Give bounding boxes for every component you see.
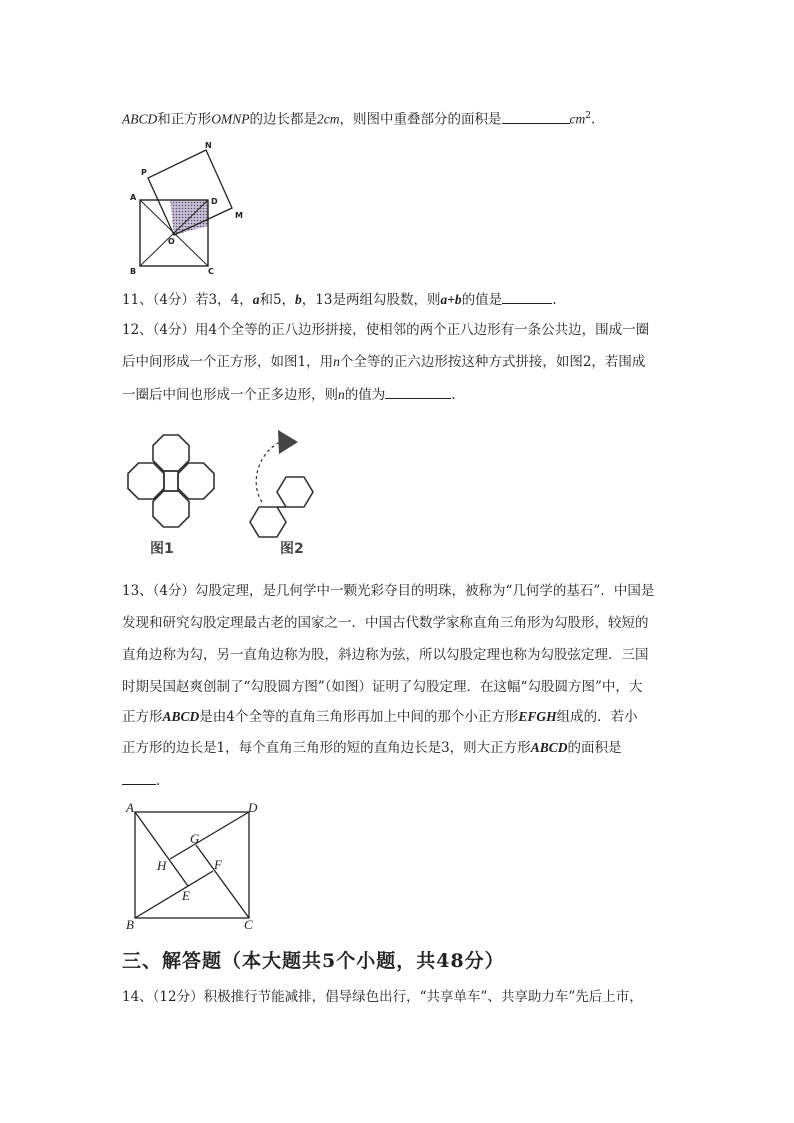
q11-text: 11、（4分）若3，4，a和5，b，13是两组勾股数，则a+b的值是 . xyxy=(122,289,556,310)
octagon-top xyxy=(153,435,189,471)
answer-blank xyxy=(502,109,570,124)
overlapping-squares-figure xyxy=(124,138,252,276)
section-heading: 三、解答题（本大题共5个小题，共48分） xyxy=(122,950,505,972)
label-e: E xyxy=(182,888,190,903)
label-c: C xyxy=(244,917,253,932)
label-m: M xyxy=(235,211,243,220)
label-c: C xyxy=(208,267,214,276)
answer-blank xyxy=(122,770,156,785)
segment-b-f xyxy=(135,871,213,918)
label-f: F xyxy=(214,857,222,872)
q13-line2: 发现和研究勾股定理最古老的国家之一．中国古代数学家称直角三角形为勾股形，较短的 xyxy=(122,615,649,631)
rotation-arrow xyxy=(256,442,280,502)
label-a: A xyxy=(130,193,137,202)
label-d: D xyxy=(211,197,218,206)
segment-c-g xyxy=(196,845,249,918)
q13-line4: 时期吴国赵爽创制了“勾股圆方图”（如图）证明了勾股定理．在这幅“勾股圆方图”中，大 xyxy=(122,679,643,695)
answer-blank xyxy=(385,384,451,399)
caption-fig2: 图2 xyxy=(280,541,304,557)
q12-line1: 12、（4分）用4个全等的正八边形拼接，使相邻的两个正八边形有一条公共边，围成一圈 xyxy=(122,322,650,338)
octagon-left xyxy=(128,463,164,499)
hexagon-right xyxy=(277,477,313,507)
q12-line3: 一圈后中间也形成一个正多边形，则n的值为 . xyxy=(122,384,456,405)
q12-line2: 后中间形成一个正方形，如图1，用n个全等的正六边形按这种方式拼接，如图2，若围成 xyxy=(122,354,646,370)
q13-line7: . xyxy=(122,770,160,791)
label-o: O xyxy=(168,237,175,246)
square-abcd xyxy=(135,812,249,918)
answer-blank xyxy=(502,289,552,304)
center-square xyxy=(164,471,178,491)
segment-a-e xyxy=(135,812,188,886)
q14-line1: 14、（12分）积极推行节能减排，倡导绿色出行，“共享单车”、共享助力车”先后上市， xyxy=(122,989,643,1005)
q13-line6: 正方形的边长是1，每个直角三角形的短的直角边长是3，则大正方形ABCD的面积是 xyxy=(122,740,622,756)
octagon-right xyxy=(178,463,214,499)
label-a: A xyxy=(126,800,134,815)
q13-line1: 13、（4分）勾股定理，是几何学中一颗光彩夺目的明珠，被称为“几何学的基石”．中国是 xyxy=(122,583,655,599)
pythagoras-diagram xyxy=(118,798,268,938)
q13-line3: 直角边称为勾，另一直角边称为股，斜边称为弦，所以勾股定理也称为勾股弦定理．三国 xyxy=(122,647,649,663)
label-b: B xyxy=(130,267,137,276)
label-h: H xyxy=(157,858,167,873)
label-p: P xyxy=(141,168,147,177)
label-n: N xyxy=(205,141,212,150)
label-b: B xyxy=(126,917,134,932)
label-g: G xyxy=(190,831,200,846)
q13-line5: 正方形ABCD是由4个全等的直角三角形再加上中间的那个小正方形EFGH组成的．若小 xyxy=(122,709,638,725)
label-d: D xyxy=(248,800,258,815)
hexagon-left xyxy=(250,507,286,537)
segment-d-h xyxy=(170,812,249,859)
arrow-head xyxy=(278,430,298,454)
polygon-tiling-figure xyxy=(122,426,352,561)
caption-fig1: 图1 xyxy=(150,541,174,557)
octagon-bottom xyxy=(153,491,189,527)
q10-text: ABCD和正方形OMNP的边长都是2cm，则图中重叠部分的面积是 $cm^2$. xyxy=(122,106,595,130)
